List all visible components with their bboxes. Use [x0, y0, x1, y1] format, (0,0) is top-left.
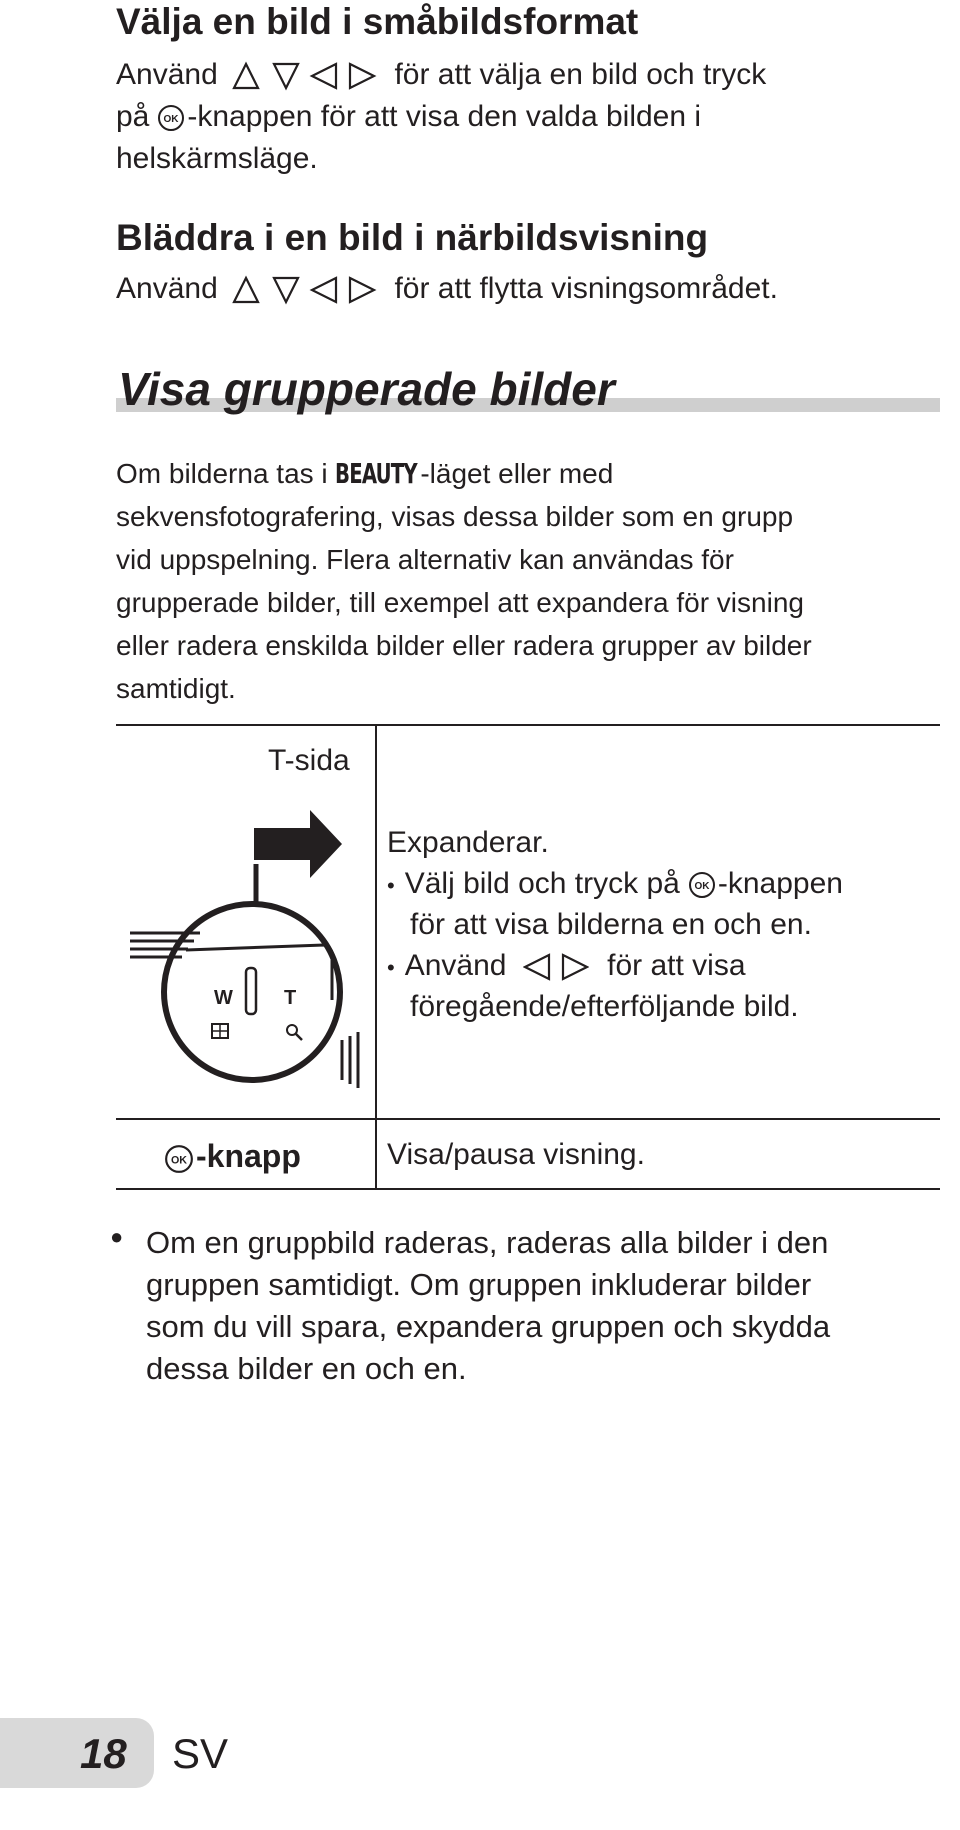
- direction-arrows-icon: [232, 61, 378, 91]
- ok-button-icon: [688, 871, 716, 899]
- svg-text:W: W: [214, 987, 233, 1009]
- section1-line1: Använd för att välja en bild och tryck: [116, 58, 767, 91]
- right-arrow-icon: [254, 810, 342, 878]
- section1-line2: på -knappen för att visa den valda bilden i: [116, 100, 702, 133]
- heading-close-up: Bläddra i en bild i närbildsvisning: [116, 217, 709, 258]
- page-number: 18: [80, 1730, 127, 1777]
- direction-arrows-icon: [232, 275, 378, 305]
- paragraph-line: sekvensfotografering, visas dessa bilder som en grupp: [116, 501, 794, 532]
- paragraph-line: samtidigt.: [116, 673, 236, 704]
- left-right-arrows-icon: [523, 952, 589, 982]
- beauty-mode-label: BEAUTY: [335, 457, 418, 490]
- play-pause-desc: Visa/pausa visning.: [387, 1138, 645, 1171]
- bullet-select-image-cont: för att visa bilderna en och en.: [410, 908, 812, 941]
- section1-line3: helskärmsläge.: [116, 142, 318, 175]
- ok-button-icon: [164, 1144, 194, 1174]
- paragraph-line: vid uppspelning. Flera alternativ kan användas för: [116, 544, 734, 575]
- table-top-rule: [116, 724, 940, 726]
- language-code: SV: [172, 1730, 229, 1777]
- group-paragraph: [116, 452, 946, 710]
- note-bullet: ●: [110, 1224, 124, 1249]
- ok-button-icon: [157, 104, 185, 132]
- page-number-tab: [0, 1718, 154, 1788]
- bullet-use-arrows: • Använd för att visa: [387, 949, 746, 982]
- t-side-label: T-sida: [268, 744, 350, 777]
- ok-button-label: -knapp: [164, 1138, 301, 1175]
- section-title: Visa grupperade bilder: [118, 363, 615, 415]
- bullet-use-arrows-cont: föregående/efterföljande bild.: [410, 990, 799, 1023]
- heading-small-format: Välja en bild i småbildsformat: [116, 1, 639, 42]
- table-row-divider: [116, 1118, 940, 1120]
- svg-text:T: T: [284, 987, 297, 1009]
- paragraph-line: Om bilderna tas i BEAUTY -läget eller med: [116, 452, 946, 495]
- paragraph-line: eller radera enskilda bilder eller radera grupper av bilder: [116, 630, 812, 661]
- zoom-lever-diagram: [124, 800, 364, 1100]
- bullet-select-image: • Välj bild och tryck på -knappen: [387, 867, 843, 900]
- paragraph-line: grupperade bilder, till exempel att expandera för visning: [116, 587, 804, 618]
- table-bottom-rule: [116, 1188, 940, 1190]
- note-text: Om en gruppbild raderas, raderas alla bilder i den gruppen samtidigt. Om gruppen inkluderar bilder som du vill spara, expandera gruppen och skydda dessa bilder en och en.: [146, 1225, 831, 1386]
- section2-line1: Använd för att flytta visningsområdet.: [116, 272, 778, 305]
- expand-title: Expanderar.: [387, 826, 549, 859]
